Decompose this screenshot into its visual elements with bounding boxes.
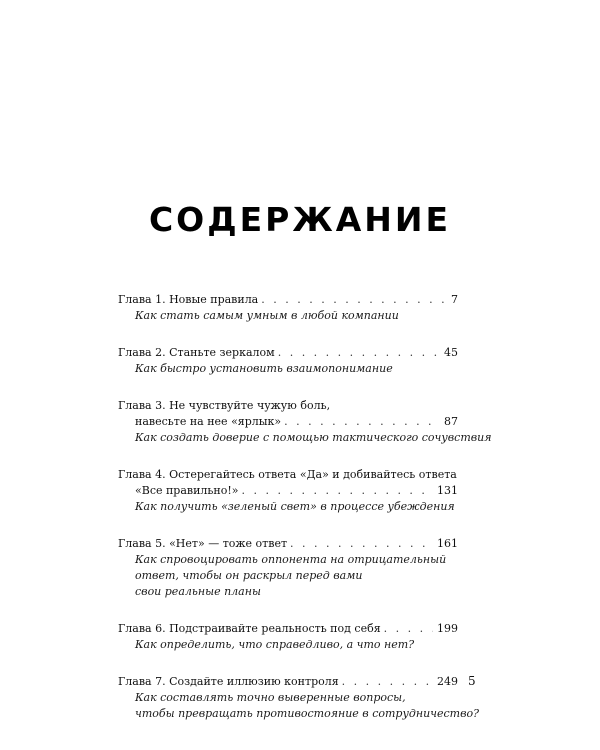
toc-line (118, 467, 458, 483)
chapter-title: Глава 2. Станьте зеркалом (118, 346, 275, 359)
leader-dots (261, 292, 447, 308)
toc-entry-chapter-2[interactable] (118, 345, 458, 377)
leader-dots (278, 345, 440, 361)
chapter-title: Глава 3. Не чувствуйте чужую боль, (118, 399, 331, 412)
toc-line (118, 398, 458, 414)
chapter-subtitle: Как получить «зеленый свет» в процессе убеждения (135, 500, 455, 513)
page-number: 5 (468, 674, 476, 688)
toc-entry-chapter-3[interactable] (118, 398, 492, 446)
leader-dots (290, 536, 433, 552)
chapter-title: Глава 6. Подстраивайте реальность под себя (118, 622, 381, 635)
toc-line (118, 536, 458, 552)
chapter-subtitle: свои реальные планы (135, 585, 261, 598)
page-ref: 199 (437, 622, 458, 635)
toc-entry-chapter-1[interactable] (118, 292, 458, 324)
page-ref: 161 (437, 537, 458, 550)
page-ref: 87 (444, 415, 458, 428)
page-ref: 45 (444, 346, 458, 359)
chapter-subtitle: Как создать доверие с помощью тактического сочувствия (135, 431, 492, 444)
page-ref: 7 (451, 293, 458, 306)
chapter-subtitle: Как определить, что справедливо, а что нет? (135, 638, 415, 651)
table-of-contents (118, 292, 492, 743)
leader-dots (284, 414, 440, 430)
leader-dots (242, 483, 433, 499)
chapter-title: Глава 4. Остерегайтесь ответа «Да» и добивайтесь ответа (118, 468, 457, 481)
toc-line (118, 292, 458, 308)
toc-entry-chapter-7[interactable] (118, 674, 480, 722)
page-ref: 131 (437, 484, 458, 497)
toc-entry-chapter-6[interactable] (118, 621, 458, 653)
toc-entry-chapter-5[interactable] (118, 536, 458, 600)
toc-line (118, 674, 458, 690)
toc-line-continued (118, 414, 458, 430)
chapter-title-continued: «Все правильно!» (135, 484, 239, 497)
chapter-subtitle: Как составлять точно выверенные вопросы, (135, 691, 406, 704)
toc-line (118, 345, 458, 361)
chapter-subtitle: ответ, чтобы он раскрыл перед вами (135, 569, 363, 582)
toc-line (118, 621, 458, 637)
chapter-title: Глава 5. «Нет» — тоже ответ (118, 537, 288, 550)
chapter-subtitle: чтобы превращать противостояние в сотрудничество? (135, 707, 480, 720)
page-title: СОДЕРЖАНИЕ (148, 200, 452, 239)
chapter-subtitle: Как быстро установить взаимопонимание (135, 362, 393, 375)
chapter-title-continued: навесьте на нее «ярлык» (135, 415, 282, 428)
toc-line-continued (118, 483, 458, 499)
leader-dots (342, 674, 433, 690)
chapter-title: Глава 1. Новые правила (118, 293, 259, 306)
chapter-title: Глава 7. Создайте иллюзию контроля (118, 675, 339, 688)
page-ref: 249 (437, 675, 458, 688)
chapter-subtitle: Как стать самым умным в любой компании (135, 309, 399, 322)
leader-dots (384, 621, 433, 637)
toc-entry-chapter-4[interactable] (118, 467, 458, 515)
chapter-subtitle: Как спровоцировать оппонента на отрицательный (135, 553, 447, 566)
